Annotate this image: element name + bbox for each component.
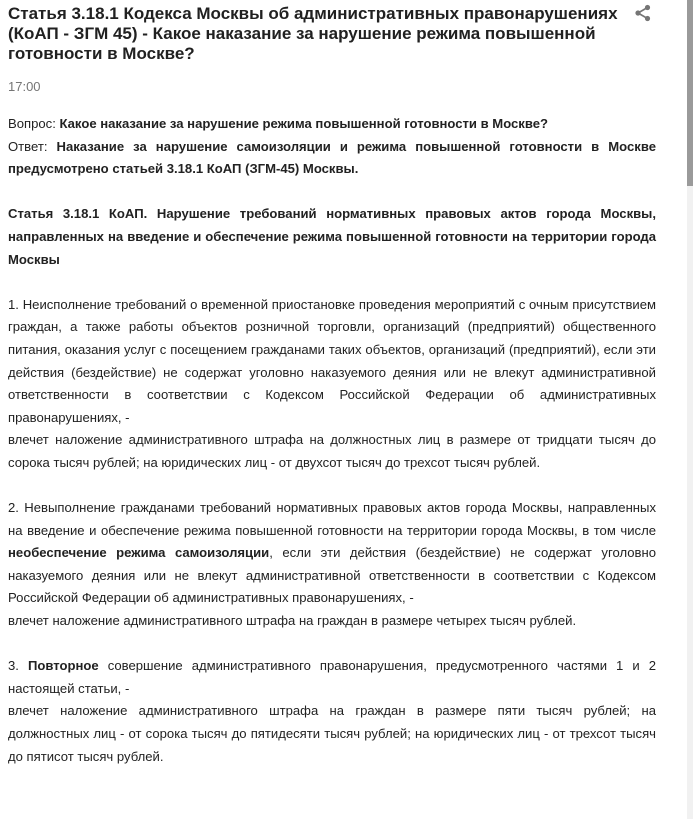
blog-post — [8, 0, 656, 768]
spacer — [8, 475, 656, 498]
paragraph-3-prefix: 3. — [8, 658, 28, 674]
paragraph-2-end: , если эти действия (бездействие) не содержат уголовно наказуемого деяния или не влекут административной ответственности в соответствии с Кодексом Российской Федерации об административных правонарушениях, - — [8, 545, 656, 606]
spacer — [8, 271, 656, 294]
post-body — [8, 113, 656, 768]
paragraph-1: 1. Неисполнение требований о временной приостановке проведения мероприятий с очным присутствием граждан, а также работы объектов розничной торговли, организаций (предприятий) общественного питания, оказания услуг с посещением гражданами таких объектов, организаций (предприятий), если эти действия (бездействие) не содержат уголовно наказуемого деяния или не влекут административной ответственности в соответствии с Кодексом Российской Федерации об административных правонарушениях, - — [8, 296, 656, 425]
question-label: Вопрос: — [8, 116, 60, 131]
paragraph-3-bold: Повторное — [27, 658, 99, 674]
post-title: Статья 3.18.1 Кодекса Москвы об административных правонарушениях (КоАП - ЗГМ 45) - Какое наказание за нарушение режима повышенной готовности в Москве? — [8, 4, 618, 63]
paragraph-2 — [8, 497, 656, 610]
post-time: 17:00 — [8, 79, 41, 94]
paragraph-2-bold: необеспечение режима самоизоляции — [8, 545, 270, 561]
article-heading — [8, 203, 656, 271]
scrollbar-thumb[interactable] — [687, 0, 693, 186]
share-icon-graphic — [633, 3, 653, 23]
paragraph-3 — [8, 655, 656, 700]
scrollbar[interactable] — [687, 0, 693, 819]
article-heading-text: Статья 3.18.1 КоАП. Нарушение требований нормативных правовых актов города Москвы, направленных на введение и обеспечение режима повышенной готовности на территории города Москвы — [8, 206, 656, 267]
question-line — [8, 113, 656, 136]
spacer — [8, 633, 656, 656]
share-icon[interactable] — [633, 3, 653, 23]
answer-label: Ответ: — [8, 138, 57, 154]
answer-text: Наказание за нарушение самоизоляции и режима повышенной готовности в Москве предусмотрено статьей 3.18.1 КоАП (ЗГМ-45) Москвы. — [8, 138, 656, 177]
paragraph-3-penalty: влечет наложение административного штрафа на граждан в размере пяти тысяч рублей; на должностных лиц - от сорока тысяч до пятидесяти тысяч рублей; на юридических лиц - от трехсот тысяч до пятисот тысяч рублей. — [8, 703, 656, 764]
paragraph-1-penalty: влечет наложение административного штрафа на должностных лиц в размере от тридцати тысяч до сорока тысяч рублей; на юридических лиц - от двухсот тысяч до трехсот тысяч рублей. — [8, 432, 656, 470]
spacer — [8, 181, 656, 204]
paragraph-3-rest: совершение административного правонарушения, предусмотренного частями 1 и 2 настоящей статьи, - — [8, 658, 656, 696]
answer-line — [8, 136, 656, 181]
paragraph-2-penalty: влечет наложение административного штрафа на граждан в размере четырех тысяч рублей. — [8, 613, 577, 629]
paragraph-2-start: 2. Невыполнение гражданами требований нормативных правовых актов города Москвы, направленных на введение и обеспечение режима повышенной готовности на территории города Москвы, в том числе — [8, 500, 656, 538]
question-text: Какое наказание за нарушение режима повышенной готовности в Москве? — [59, 116, 549, 131]
